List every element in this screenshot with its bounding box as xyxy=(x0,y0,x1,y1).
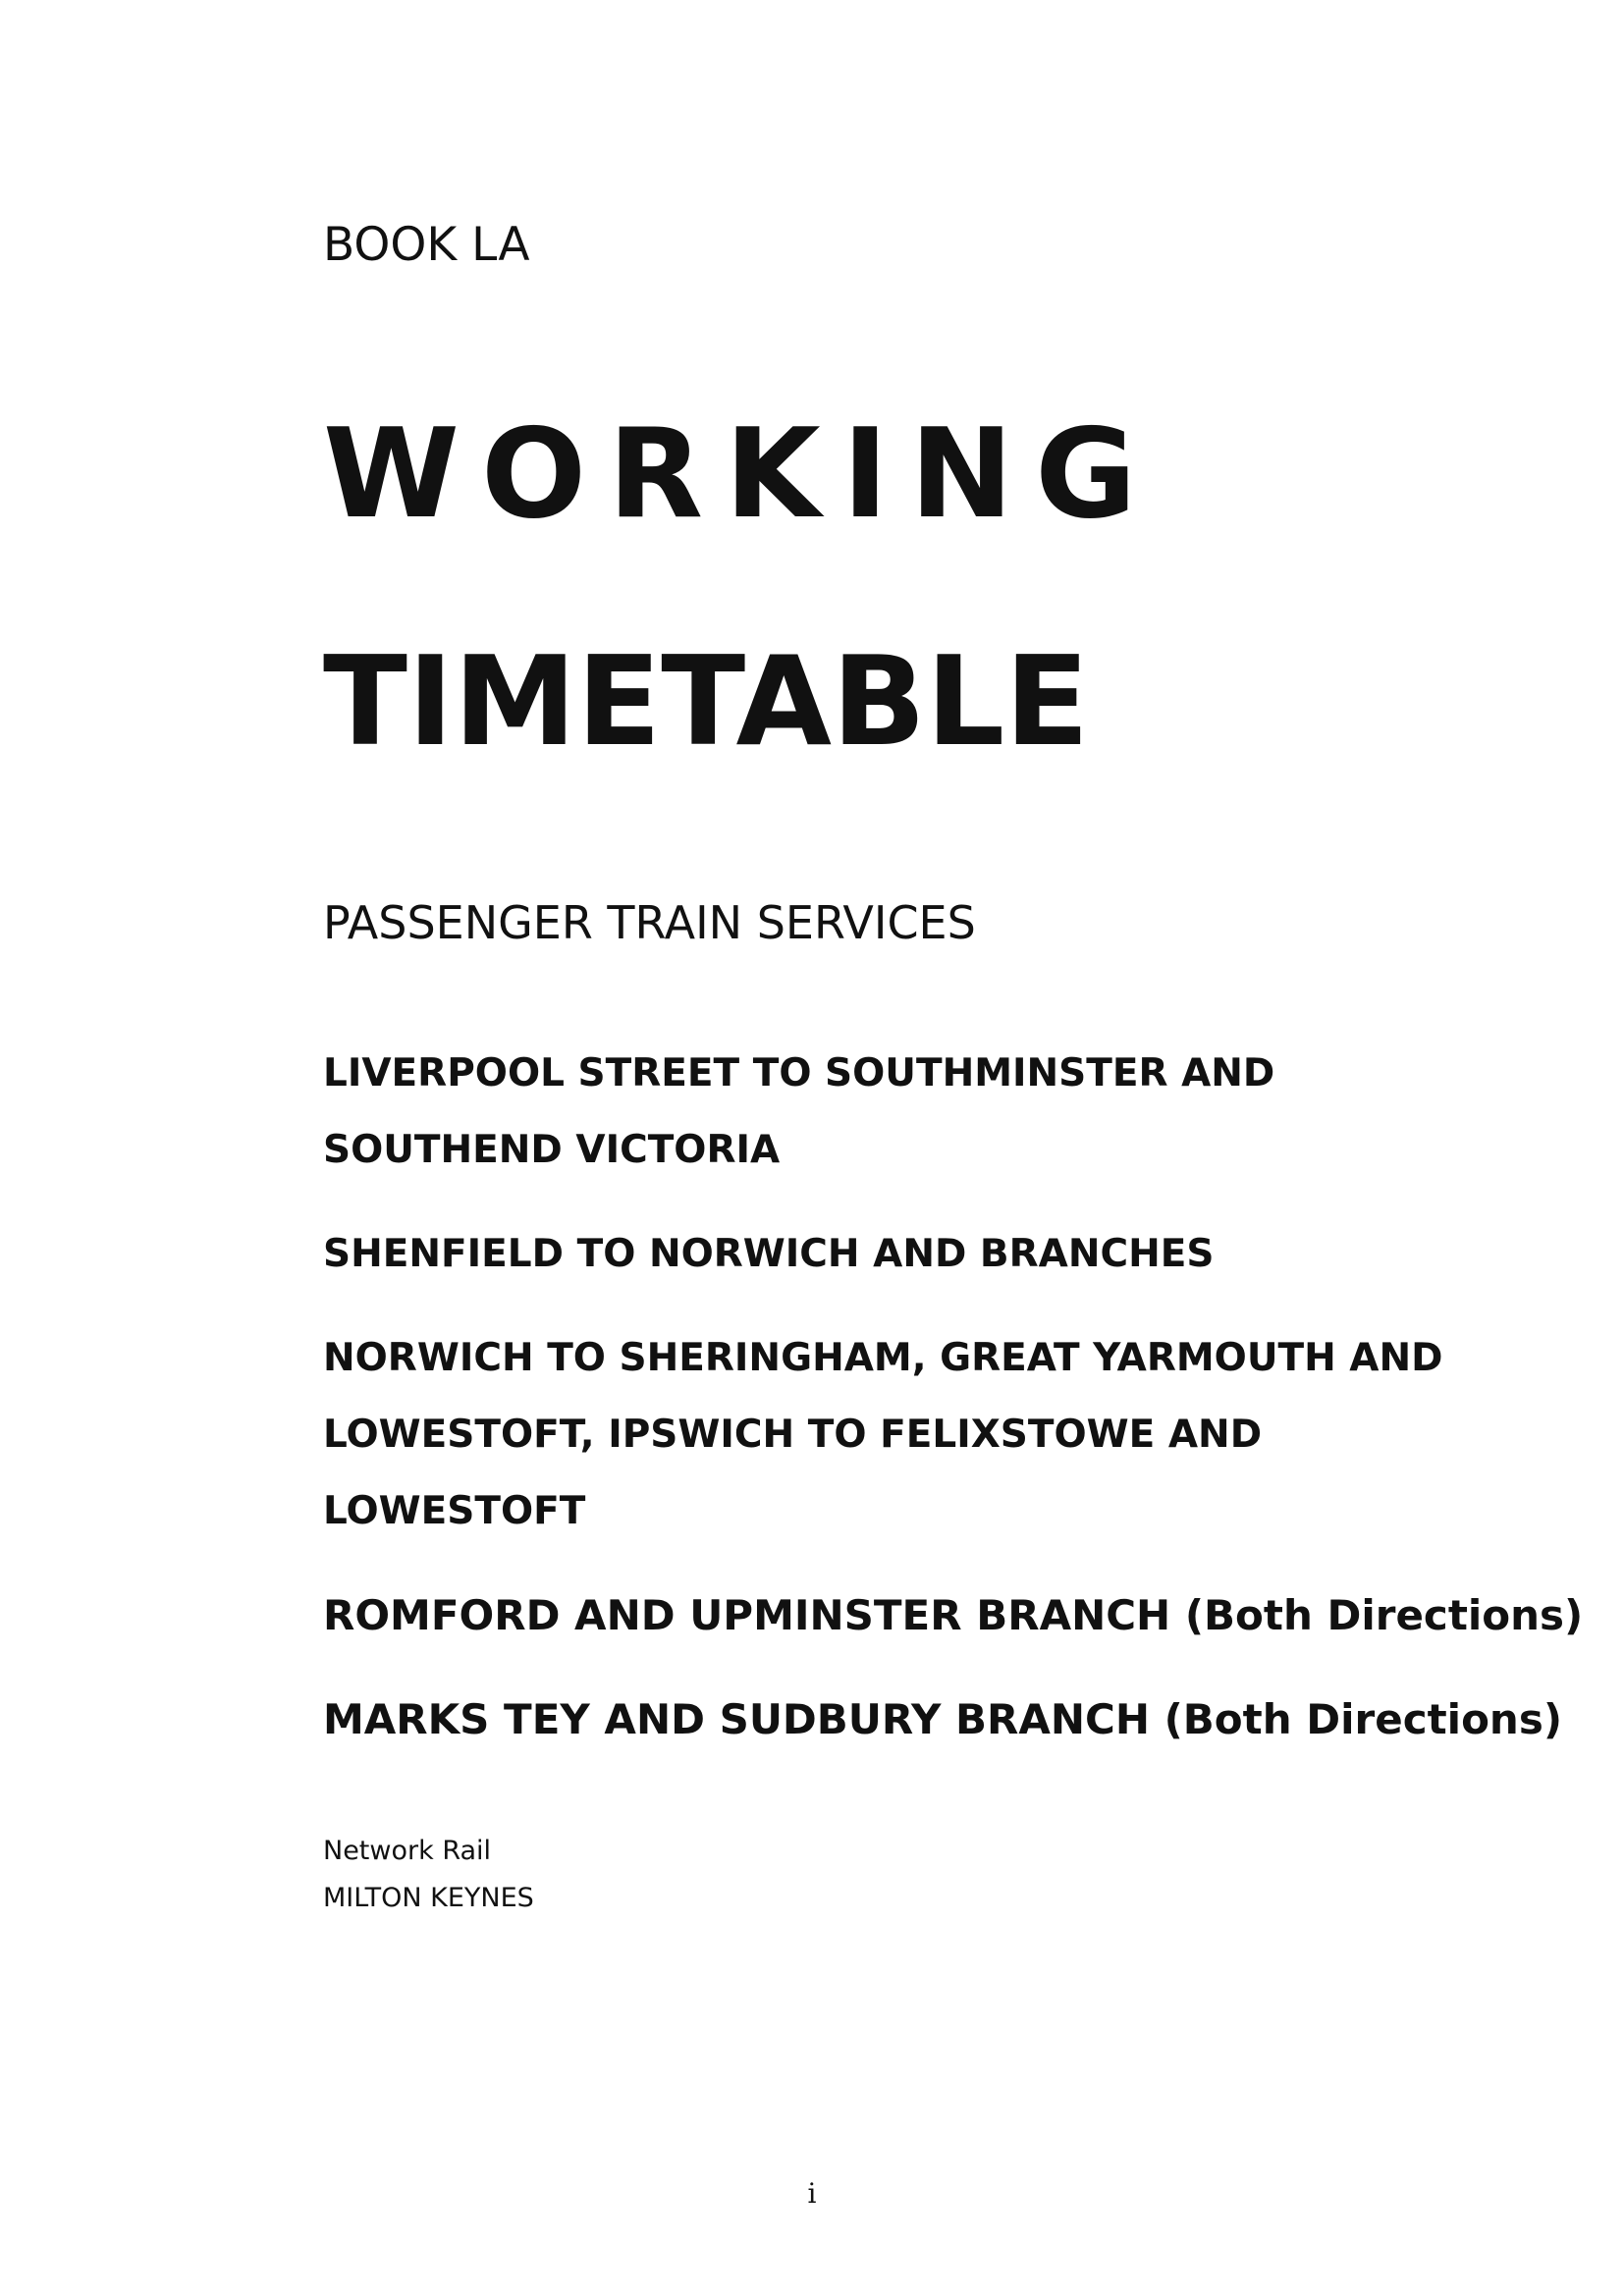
route-list xyxy=(323,1036,1584,1786)
route-line: LOWESTOFT xyxy=(323,1489,586,1533)
subtitle: PASSENGER TRAIN SERVICES xyxy=(323,896,976,949)
route-romford-upminster xyxy=(323,1577,1584,1654)
route-marks-tey-sudbury xyxy=(323,1682,1563,1758)
page-number: i xyxy=(807,2177,817,2210)
route-shenfield-norwich xyxy=(323,1216,1560,1293)
route-line: SHENFIELD TO NORWICH AND BRANCHES xyxy=(323,1232,1215,1276)
publisher-location: MILTON KEYNES xyxy=(323,1883,534,1913)
route-line: LIVERPOOL STREET TO SOUTHMINSTER AND xyxy=(323,1051,1275,1095)
route-line: NORWICH TO SHERINGHAM, GREAT YARMOUTH AND xyxy=(323,1336,1443,1380)
book-label: BOOK LA xyxy=(323,218,530,272)
publisher-block xyxy=(323,1828,534,1922)
publisher-name: Network Rail xyxy=(323,1836,492,1866)
route-liverpool-street-southminster xyxy=(323,1036,1560,1189)
route-line: MARKS TEY AND SUDBURY BRANCH (Both Directions) xyxy=(323,1695,1563,1743)
route-line: ROMFORD AND UPMINSTER BRANCH (Both Directions) xyxy=(323,1591,1584,1639)
title-line-timetable: TIMETABLE xyxy=(323,629,1090,774)
route-line: SOUTHEND VICTORIA xyxy=(323,1128,781,1172)
route-norwich-sheringham xyxy=(323,1320,1560,1550)
route-line: LOWESTOFT, IPSWICH TO FELIXSTOWE AND xyxy=(323,1413,1263,1457)
title-line-working: WORKING xyxy=(323,401,1159,546)
